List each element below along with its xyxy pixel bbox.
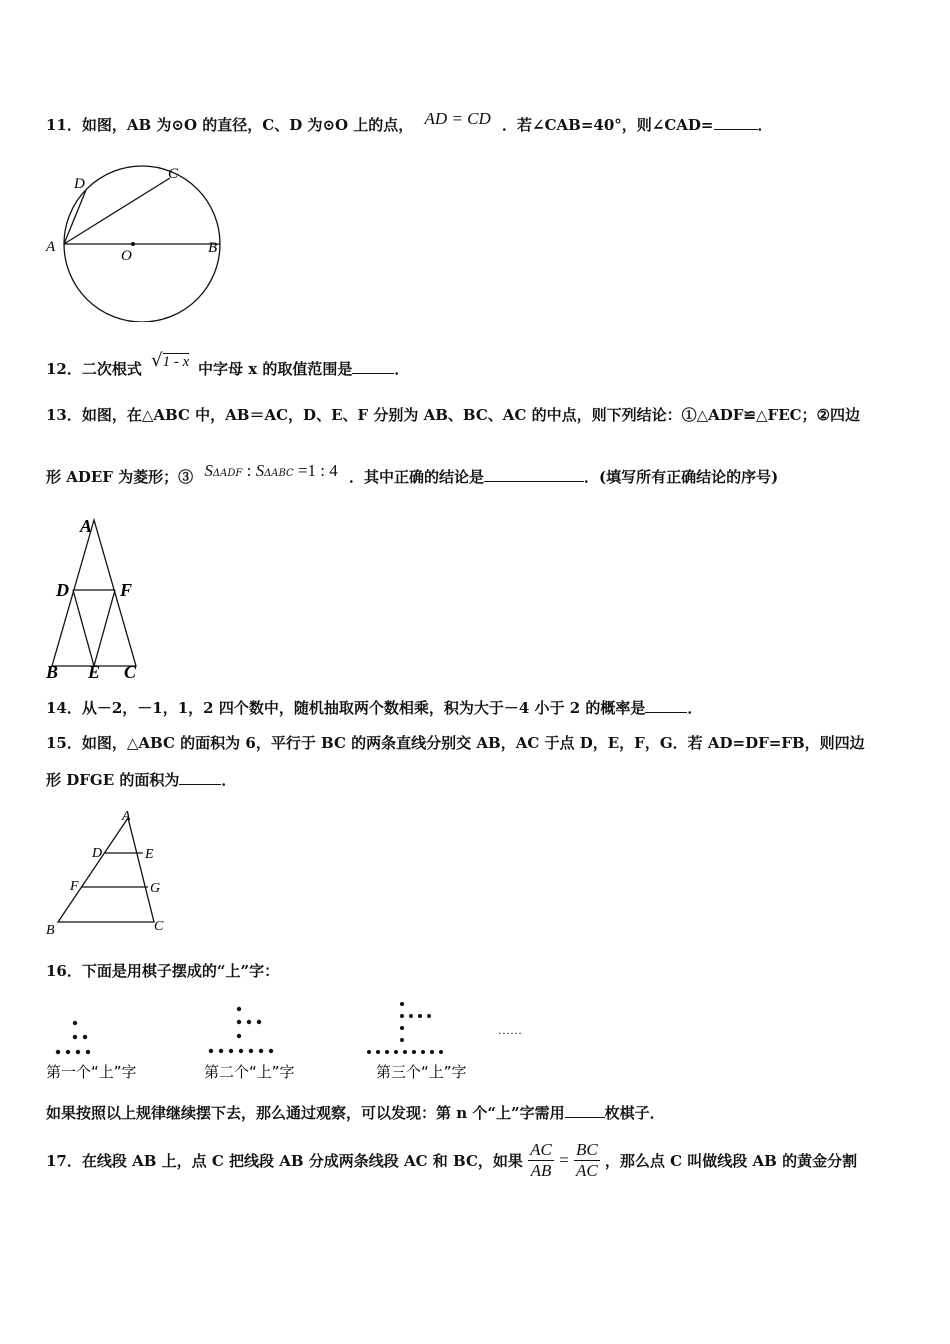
q15-label-d: D <box>92 846 103 861</box>
q17-fraction-1 <box>528 1140 554 1181</box>
q13-label-b: B <box>46 662 59 680</box>
q16-pattern-figure <box>44 996 538 1082</box>
q17-fraction-2 <box>574 1140 600 1181</box>
q15-triangle-figure <box>44 806 172 938</box>
q16-pattern-3 <box>367 1002 443 1054</box>
q15-answer-blank <box>179 770 221 785</box>
q16-caption-2: 第二个“上”字 <box>204 1063 295 1081</box>
q11-text-end: ． <box>757 116 773 134</box>
q15-label-g: G <box>150 881 161 896</box>
q13-text-a: 形 ADEF 为菱形；③ <box>46 468 194 486</box>
q15-label-a: A <box>122 809 131 824</box>
q15-line-2 <box>46 769 236 790</box>
q13-triangle-figure <box>44 512 148 680</box>
q12-text-end: ． <box>394 360 410 378</box>
q11-text-a: 11．如图，AB 为⊙O 的直径，C、D 为⊙O 上的点， <box>46 116 414 134</box>
q13-label-a: A <box>80 516 93 536</box>
q17-text-b: ，那么点 C 叫做线段 AB 的黄金分割 <box>604 1152 858 1170</box>
q16-line: 16．下面是用棋子摆成的“上”字： <box>46 962 280 980</box>
q12-radicand: 1 - x <box>162 354 190 370</box>
q13-text-b: ．其中正确的结论是 <box>349 468 485 486</box>
q12-line <box>46 350 410 379</box>
q13-line-1: 13．如图，在△ABC 中，AB＝AC，D、E、F 分别为 AB、BC、AC 的中点，则下列结论：①△ADF≌△FEC；②四边 <box>46 406 861 424</box>
q17-equals: = <box>559 1150 569 1170</box>
q16-followup-a: 如果按照以上规律继续摆下去，那么通过观察，可以发现：第 n 个“上”字需用 <box>46 1104 565 1122</box>
q16-followup-b: 枚棋子． <box>604 1104 665 1122</box>
q11-label-o: O <box>121 248 132 264</box>
q16-answer-blank <box>565 1103 605 1118</box>
q17-line <box>46 1140 857 1181</box>
q17-text-a: 17．在线段 AB 上，点 C 把线段 AB 分成两条线段 AC 和 BC，如果 <box>46 1152 523 1170</box>
q12-text-b: 中字母 x 的取值范围是 <box>198 360 353 378</box>
q11-arc-equation: AD = CD <box>424 109 491 128</box>
q11-label-b: B <box>208 240 218 256</box>
q13-label-c: C <box>124 662 137 680</box>
q17-frac2-den: AC <box>575 1161 598 1180</box>
q15-text: 形 DFGE 的面积为 <box>46 771 180 789</box>
q13-s2: S <box>255 461 265 480</box>
q16-caption-3: 第三个“上”字 <box>376 1063 467 1081</box>
q13-ratio: =1 : 4 <box>293 461 338 480</box>
q11-label-c: C <box>168 166 179 182</box>
q15-label-e: E <box>145 847 154 862</box>
q17-frac1-num: AC <box>530 1140 552 1159</box>
q12-radical: √1 - x <box>151 350 190 371</box>
q16-followup-line <box>46 1102 665 1123</box>
q11-answer-blank <box>714 115 758 130</box>
q17-frac2-num: BC <box>575 1140 598 1159</box>
q11-line <box>46 109 773 135</box>
q13-s1-sub: ΔADF <box>212 468 243 479</box>
q14-text: 14．从－2，－1，1，2 四个数中，随机抽取两个数相乘，积为大于－4 小于 2 的概率是 <box>46 699 646 717</box>
q15-label-c: C <box>154 919 164 934</box>
q16-ellipsis: …… <box>498 1023 522 1037</box>
q14-answer-blank <box>645 698 687 713</box>
q17-frac1-den: AB <box>530 1161 552 1180</box>
q13-s2-sub: ΔABC <box>264 468 294 479</box>
q13-line-2 <box>46 461 779 487</box>
q15-label-b: B <box>46 923 55 938</box>
q16-caption-1: 第一个“上”字 <box>46 1063 137 1081</box>
q13-colon: : <box>242 461 256 480</box>
q16-pattern-2 <box>209 1007 273 1053</box>
q15-line-1: 15．如图，△ABC 的面积为 6，平行于 BC 的两条直线分别交 AB，AC 于点 D，E，F，G．若 AD=DF=FB，则四边 <box>46 734 865 752</box>
q14-text-end: ． <box>687 699 703 717</box>
q15-text-end: ． <box>221 771 237 789</box>
q11-text-b: ．若∠CAB=40°，则∠CAD= <box>502 116 714 134</box>
q13-area-ratio <box>204 462 343 480</box>
q13-label-e: E <box>88 662 101 680</box>
q13-label-d: D <box>56 580 69 600</box>
q14-line <box>46 697 702 718</box>
q13-label-f: F <box>120 580 133 600</box>
q13-text-end: ．(填写所有正确结论的序号) <box>584 468 779 486</box>
q11-label-a: A <box>46 239 56 255</box>
q12-answer-blank <box>352 359 394 374</box>
q15-label-f: F <box>70 879 79 894</box>
q13-s1: S <box>204 461 213 480</box>
q11-label-d: D <box>74 176 85 192</box>
q12-text-a: 12．二次根式 <box>46 360 142 378</box>
q11-circle-figure <box>44 164 226 322</box>
q13-answer-blank <box>484 467 584 482</box>
q16-pattern-1 <box>56 1021 90 1054</box>
